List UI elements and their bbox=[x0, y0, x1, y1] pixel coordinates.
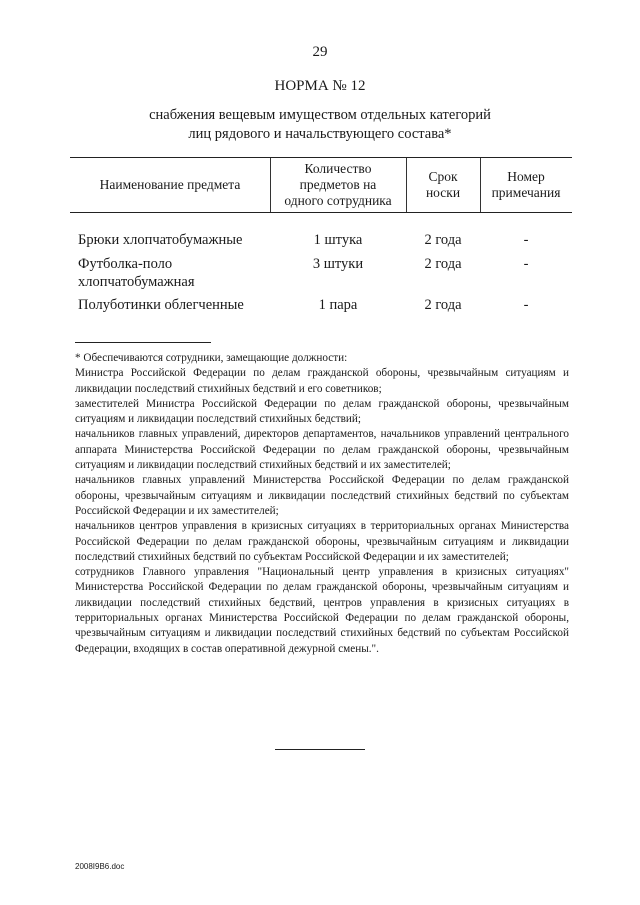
row-item-term: 2 года bbox=[424, 232, 462, 248]
page-number: 29 bbox=[312, 44, 328, 60]
footnote-rule bbox=[75, 342, 211, 343]
row-item-quantity: 1 штука bbox=[313, 232, 363, 248]
footnote-paragraph: начальников главных управлений, директоров департаментов, начальников управлений центрального аппарата Министерства Российской Федерации по делам гражданской обороны, чрезвычайным ситуациям и ликвидации последствий стихийных бедствий и их заместителей; bbox=[75, 428, 569, 472]
end-rule bbox=[275, 749, 365, 750]
row-item-name-line: хлопчатобумажная bbox=[78, 274, 195, 290]
document-code: 2008I9B6.doc bbox=[75, 862, 125, 871]
header-note bbox=[480, 158, 572, 212]
footnote-paragraph: заместителей Министра Российской Федерации по делам гражданской обороны, чрезвычайным ситуациям и ликвидации последствий стихийных бедствий; bbox=[75, 397, 569, 426]
norm-title: НОРМА № 12 bbox=[274, 78, 366, 94]
subtitle-line: лиц рядового и начальствующего состава* bbox=[188, 126, 452, 142]
row-item-name-line: Футболка-поло bbox=[78, 256, 173, 272]
header-quantity bbox=[270, 158, 406, 212]
header-name-text: Наименование предмета bbox=[99, 177, 241, 192]
header-term-line: Срок bbox=[428, 169, 458, 184]
footnote-paragraph: сотрудников Главного управления "Национальный центр управления в кризисных ситуациях" Министерства Российской Федерации по делам гражданской обороны, чрезвычайным ситуациям и ликвидации последствий стихийных бедствий, центров управления в кризисных ситуациях в территориальных органах Министерства Российской Федерации по делам гражданской обороны, чрезвычайным ситуациям и ликвидации последствий стихийных бедствий по субъектам Российской Федерации, входящих в состав оперативной дежурной смены.". bbox=[75, 566, 569, 655]
table-header-rule bbox=[70, 212, 572, 213]
header-term bbox=[406, 158, 480, 212]
footnote bbox=[75, 351, 569, 657]
row-item-note: - bbox=[523, 297, 529, 313]
header-quantity-line: предметов на bbox=[299, 177, 377, 192]
row-item-note: - bbox=[523, 232, 529, 248]
footnote-paragraph: начальников главных управлений Министерства Российской Федерации по делам гражданской обороны, чрезвычайным ситуациям и ликвидации последствий стихийных бедствий по субъектам Российской Федерации и их заместителей; bbox=[75, 474, 569, 517]
header-note-line: примечания bbox=[491, 185, 561, 200]
row-item-name: Брюки хлопчатобумажные bbox=[78, 232, 243, 248]
header-quantity-line: одного сотрудника bbox=[284, 193, 392, 208]
row-item-term: 2 года bbox=[424, 297, 462, 313]
footnote-paragraph: Министра Российской Федерации по делам гражданской обороны, чрезвычайным ситуациям и ликвидации последствий стихийных бедствий и его советников; bbox=[75, 367, 569, 395]
row-item-quantity: 1 пара bbox=[318, 297, 358, 313]
norm-subtitle bbox=[0, 106, 640, 144]
row-item-term: 2 года bbox=[424, 256, 462, 272]
row-item-note: - bbox=[523, 256, 529, 272]
row-item-name: Полуботинки облегченные bbox=[78, 297, 244, 313]
header-term-line: носки bbox=[425, 185, 461, 200]
subtitle-line: снабжения вещевым имуществом отдельных категорий bbox=[149, 107, 491, 123]
header-name bbox=[70, 158, 270, 212]
header-quantity-line: Количество bbox=[304, 161, 372, 176]
row-item-name bbox=[78, 255, 278, 291]
footnote-paragraph: начальников центров управления в кризисных ситуациях в территориальных органах Министерства Российской Федерации по делам гражданской обороны, чрезвычайным ситуациям и ликвидации последствий стихийных бедствий по субъектам Российской Федерации и их заместителей; bbox=[75, 520, 569, 563]
header-note-line: Номер bbox=[507, 169, 545, 184]
footnote-paragraph: * Обеспечиваются сотрудники, замещающие должности: bbox=[75, 352, 348, 364]
row-item-quantity: 3 штуки bbox=[312, 256, 364, 272]
